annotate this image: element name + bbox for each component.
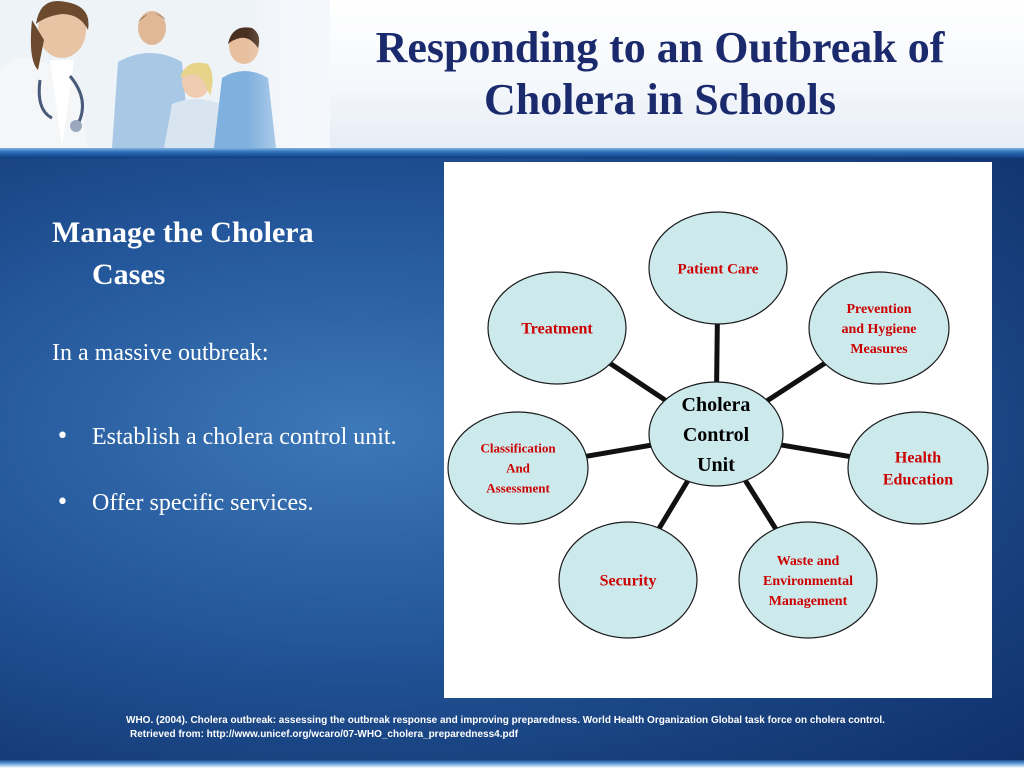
title-line-1: Responding to an Outbreak of bbox=[375, 23, 945, 72]
slide-title bbox=[300, 22, 1020, 126]
medical-staff-photo bbox=[0, 0, 330, 148]
node-security-label: Security bbox=[599, 572, 657, 590]
node-patient-care bbox=[649, 212, 787, 324]
cholera-control-diagram bbox=[444, 162, 992, 698]
footer-divider bbox=[0, 760, 1024, 768]
node-treatment bbox=[488, 272, 626, 384]
node-patient-care-label: Patient Care bbox=[677, 261, 759, 278]
node-waste-label: Waste and bbox=[776, 553, 840, 569]
citation-line-1: WHO. (2004). Cholera outbreak: assessing the outbreak response and improving preparedness. World Health Organization Global task force on cholera control. bbox=[126, 715, 885, 726]
node-center-cholera-control-unit-label: Unit bbox=[697, 454, 735, 476]
node-center-cholera-control-unit-label: Cholera bbox=[681, 394, 751, 416]
node-center-cholera-control-unit-label: Control bbox=[682, 424, 750, 446]
bullet-list bbox=[52, 420, 422, 552]
node-prevention-label: Measures bbox=[850, 341, 908, 357]
node-treatment-label: Treatment bbox=[521, 320, 593, 338]
section-heading-line-2: Cases bbox=[92, 258, 166, 291]
node-classification-label: Classification bbox=[480, 440, 556, 456]
node-health-education bbox=[848, 412, 988, 524]
node-health-education-label: Education bbox=[882, 471, 954, 489]
node-health-education-label: Health bbox=[894, 449, 942, 467]
node-security bbox=[559, 522, 697, 638]
header-banner bbox=[0, 0, 1024, 148]
node-classification bbox=[448, 412, 588, 524]
node-waste-label: Environmental bbox=[763, 573, 853, 589]
node-center-cholera-control-unit bbox=[649, 382, 783, 486]
bullet-item: • Establish a cholera control unit. bbox=[52, 420, 422, 454]
node-waste-label: Management bbox=[768, 593, 848, 609]
citation bbox=[126, 714, 1016, 742]
node-classification-label: Assessment bbox=[486, 480, 550, 496]
citation-line-2: Retrieved from: http://www.unicef.org/wcaro/07-WHO_cholera_preparedness4.pdf bbox=[130, 729, 519, 740]
node-prevention-label: Prevention bbox=[846, 301, 912, 317]
outbreak-subtext: In a massive outbreak: bbox=[52, 340, 269, 366]
bullet-item: • Offer specific services. bbox=[52, 486, 422, 520]
node-prevention bbox=[809, 272, 949, 384]
section-heading-line-1: Manage the Cholera bbox=[52, 216, 314, 249]
title-line-2: Cholera in Schools bbox=[483, 75, 837, 124]
diagram-canvas bbox=[444, 162, 992, 698]
node-classification-label: And bbox=[506, 460, 530, 476]
section-heading bbox=[52, 212, 412, 296]
node-health-education-shape bbox=[848, 412, 988, 524]
node-prevention-label: and Hygiene bbox=[841, 321, 917, 337]
node-waste bbox=[739, 522, 877, 638]
header-divider bbox=[0, 148, 1024, 158]
